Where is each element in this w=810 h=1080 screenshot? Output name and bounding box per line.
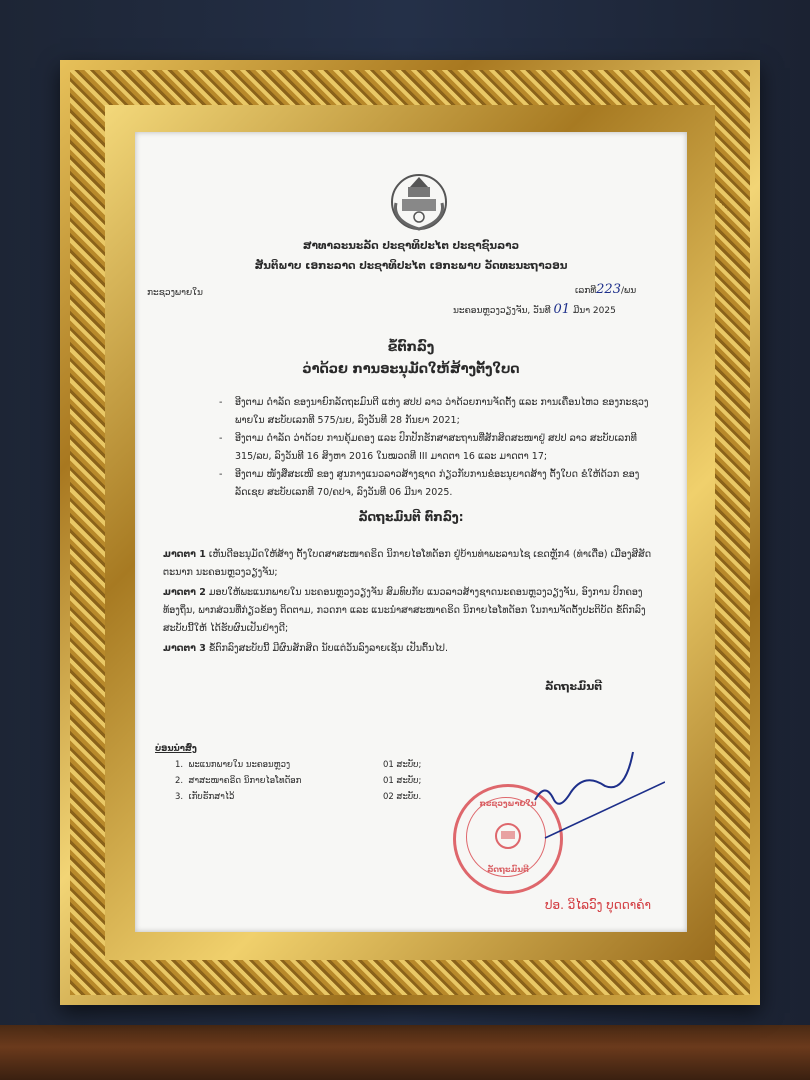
header-line-1: ສາທາລະນະລັດ ປະຊາທິປະໄຕ ປະຊາຊົນລາວ — [302, 240, 520, 252]
distribution-item: 3. ເກັບຮັກສາໄວ້ — [175, 792, 235, 802]
document-title: ຂໍ້ຕົກລົງ — [387, 340, 435, 355]
decision-heading: ລັດຖະມົນຕີ ຕົກລົງ: — [358, 510, 464, 524]
signer-title: ລັດຖະມົນຕີ — [545, 680, 602, 693]
article-3: ມາດຕາ 3 ຂໍ້ຕົກລົງສະບັບນີ້ ມີຜົນສັກສິດ ນັບແຕ່ວັນລົງລາຍເຊັນ ເປັນຕົ້ນໄປ. — [163, 643, 448, 654]
article-1: ມາດຕາ 1 ເຫັນດີອະນຸມັດໃຫ້ສ້າງ ຕັ້ງໃບດສາສະໜາຄຣິດ ນິກາຍໄອໂທດັອກ ຢູ່ບ້ານທ່າພະລານໄຊ ເຂດຫຼັກ4 (ທ່າເດື່ອ) ເມືອງສີສັດຕະນາກ ນະຄອນຫຼວງວຽງຈັນ; — [163, 549, 652, 578]
place-and-date: ນະຄອນຫຼວງວຽງຈັນ, ວັນທີ 01 ມີນາ 2025 — [453, 302, 616, 317]
gold-picture-frame — [60, 60, 760, 1005]
distribution-count: 02 ສະບັບ. — [383, 792, 422, 802]
reference-2: - ອີງຕາມ ດຳລັດ ວ່າດ້ວຍ ການຄຸ້ມຄອງ ແລະ ປົກປັກຮັກສາສະຖານທີ່ສັກສິດສະໜາຢູ່ ສປປ ລາວ ສະບັບເລກທີ 315/ລບ, ລົງວັນທີ 16 ສິງຫາ 2016 ໃນໝວດທີ III ມາດຕາ 16 ແລະ ມາດຕາ 17; — [219, 433, 637, 462]
wooden-shelf — [0, 1025, 810, 1080]
document-number: ເລກທີ223/ພນ — [575, 282, 637, 297]
reference-1: - ອີງຕາມ ດຳລັດ ຂອງນາຍົກລັດຖະມົນຕີ ແຫ່ງ ສປປ ລາວ ວ່າດ້ວຍການຈັດຕັ້ງ ແລະ ການເຄື່ອນໄຫວ ຂອງກະຊວງພາຍໃນ ສະບັບເລກທີ 575/ນຍ, ລົງວັນທີ 28 ກັນຍາ 2021; — [219, 397, 649, 426]
national-emblem-icon — [388, 173, 450, 231]
header-line-2: ສັນຕິພາບ ເອກະລາດ ປະຊາທິປະໄຕ ເອກະພາບ ວັດທະນະຖາວອນ — [254, 260, 568, 272]
document-paper — [135, 132, 687, 932]
article-2: ມາດຕາ 2 ມອບໃຫ້ພະແນກພາຍໃນ ນະຄອນຫຼວງວຽງຈັນ ສົມທົບກັບ ແນວລາວສ້າງຊາດນະຄອນຫຼວງວຽງຈັນ, ອົງການ ປົກຄອງທ້ອງຖິ່ນ, ພາກສ່ວນທີ່ກ່ຽວຂ້ອງ ຕິດຕາມ, ກວດກາ ແລະ ແນະນຳສາສະໜາຄຣິດ ນິກາຍໄອໂທດັອກ ໃນການຈັດຕັ້ງປະຕິບັດ ຂໍ້ຕົກລົງສະບັບນີ້ໃຫ້ ໄດ້ຮັບຜົນເປັນຢ່າງດີ; — [163, 587, 646, 634]
handwritten-signature — [515, 742, 665, 852]
signer-name: ປອ. ວິໄລວົງ ບຸດດາຄຳ — [545, 898, 651, 912]
seal-top-text: ກະຊວງພາຍໃນ — [479, 799, 537, 808]
ministry-name: ກະຊວງພາຍໃນ — [147, 288, 203, 298]
seal-bottom-text: ລັດຖະມົນຕີ — [487, 865, 529, 874]
distribution-item: 2. ສາສະໜາຄຣິດ ນິກາຍໄອໂທດັອກ — [175, 776, 302, 786]
distribution-item: 1. ພະແນກພາຍໃນ ນະຄອນຫຼວງ — [175, 760, 291, 770]
document-subtitle: ວ່າດ້ວຍ ການອະນຸມັດໃຫ້ສ້າງຕັ້ງໃບດ — [302, 362, 520, 377]
reference-3: - ອີງຕາມ ໜັງສືສະເໜີ ຂອງ ສູນກາງແນວລາວສ້າງຊາດ ກ່ຽວກັບການຂໍອະນຸຍາດສ້າງ ຕັ້ງໃບດ ຂໍໃຫ້ດ້ວກ ຂອງລັດເຊຍ ສະບັບເລກທີ 70/ຄປຈ, ລົງວັນທີ 06 ມີນາ 2025. — [219, 469, 640, 498]
distribution-count: 01 ສະບັບ; — [383, 776, 422, 786]
distribution-count: 01 ສະບັບ; — [383, 760, 422, 770]
distribution-heading: ບ່ອນນຳສົ່ງ — [155, 744, 197, 754]
